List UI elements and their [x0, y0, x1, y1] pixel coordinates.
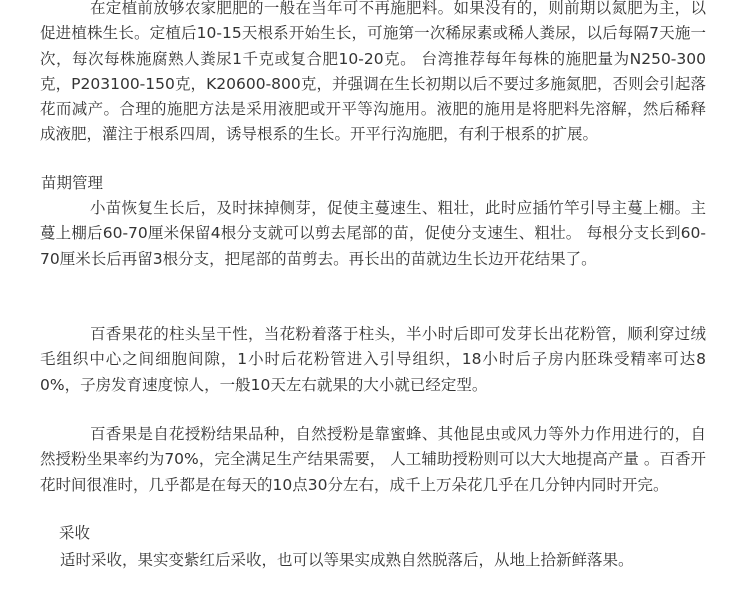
fertilizer-paragraph: 在定植前放够农家肥肥的一般在当年可不再施肥料。如果没有的，则前期以氮肥为主，以促进植株生长。定植后10-15天根系开始生长，可施第一次稀尿素或稀人粪尿，以后每隔7天施一次，每次每株施腐熟人粪尿1千克或复合肥10-20克。 台湾推荐每年每株的施肥量为N250-300克，P203100-150克，K20600-800克，并强调在生长初期以后不要过多施氮肥，否则会引起落花而减产。合理的施肥方法是采用液肥或开平等沟施用。液肥的施用是将肥料先溶解，然后稀释成液肥，灌注于根系四周，诱导根系的生长。开平行沟施肥，有利于根系的扩展。: [40, 0, 706, 144]
harvest-heading: 采收: [59, 524, 91, 542]
harvest-paragraph: 适时采收，果实变紫红后采收，也可以等果实成熟自然脱落后，从地上拾新鲜落果。: [60, 551, 634, 569]
stigma-paragraph: 百香果花的柱头呈干性，当花粉着落于柱头，半小时后即可发芽长出花粉管，顺利穿过绒毛组织中心之间细胞间隙，1小时后花粉管进入引导组织，18小时后子房内胚珠受精率可达80%，子房发育速度惊人，一般10天左右就果的大小就已经定型。: [40, 325, 706, 394]
seedling-management-heading: 苗期管理: [41, 174, 104, 192]
seedling-paragraph: 小苗恢复生长后，及时抹掉侧芽，促使主蔓速生、粗壮，此时应插竹竿引导主蔓上棚。主蔓上棚后60-70厘米保留4根分支就可以剪去尾部的苗，促使分支速生、粗壮。 每根分支长到60-70厘米长后再留3根分支，把尾部的苗剪去。再长出的苗就边生长边开花结果了。: [40, 199, 706, 268]
pollination-paragraph: 百香果是自花授粉结果品种，自然授粉是靠蜜蜂、其他昆虫或风力等外力作用进行的，自然授粉坐果率约为70%，完全满足生产结果需要， 人工辅助授粉则可以大大地提高产量 。百香开花时间很准时，几乎都是在每天的10点30分左右，成千上万朵花几乎在几分钟内同时开完。: [40, 425, 706, 494]
